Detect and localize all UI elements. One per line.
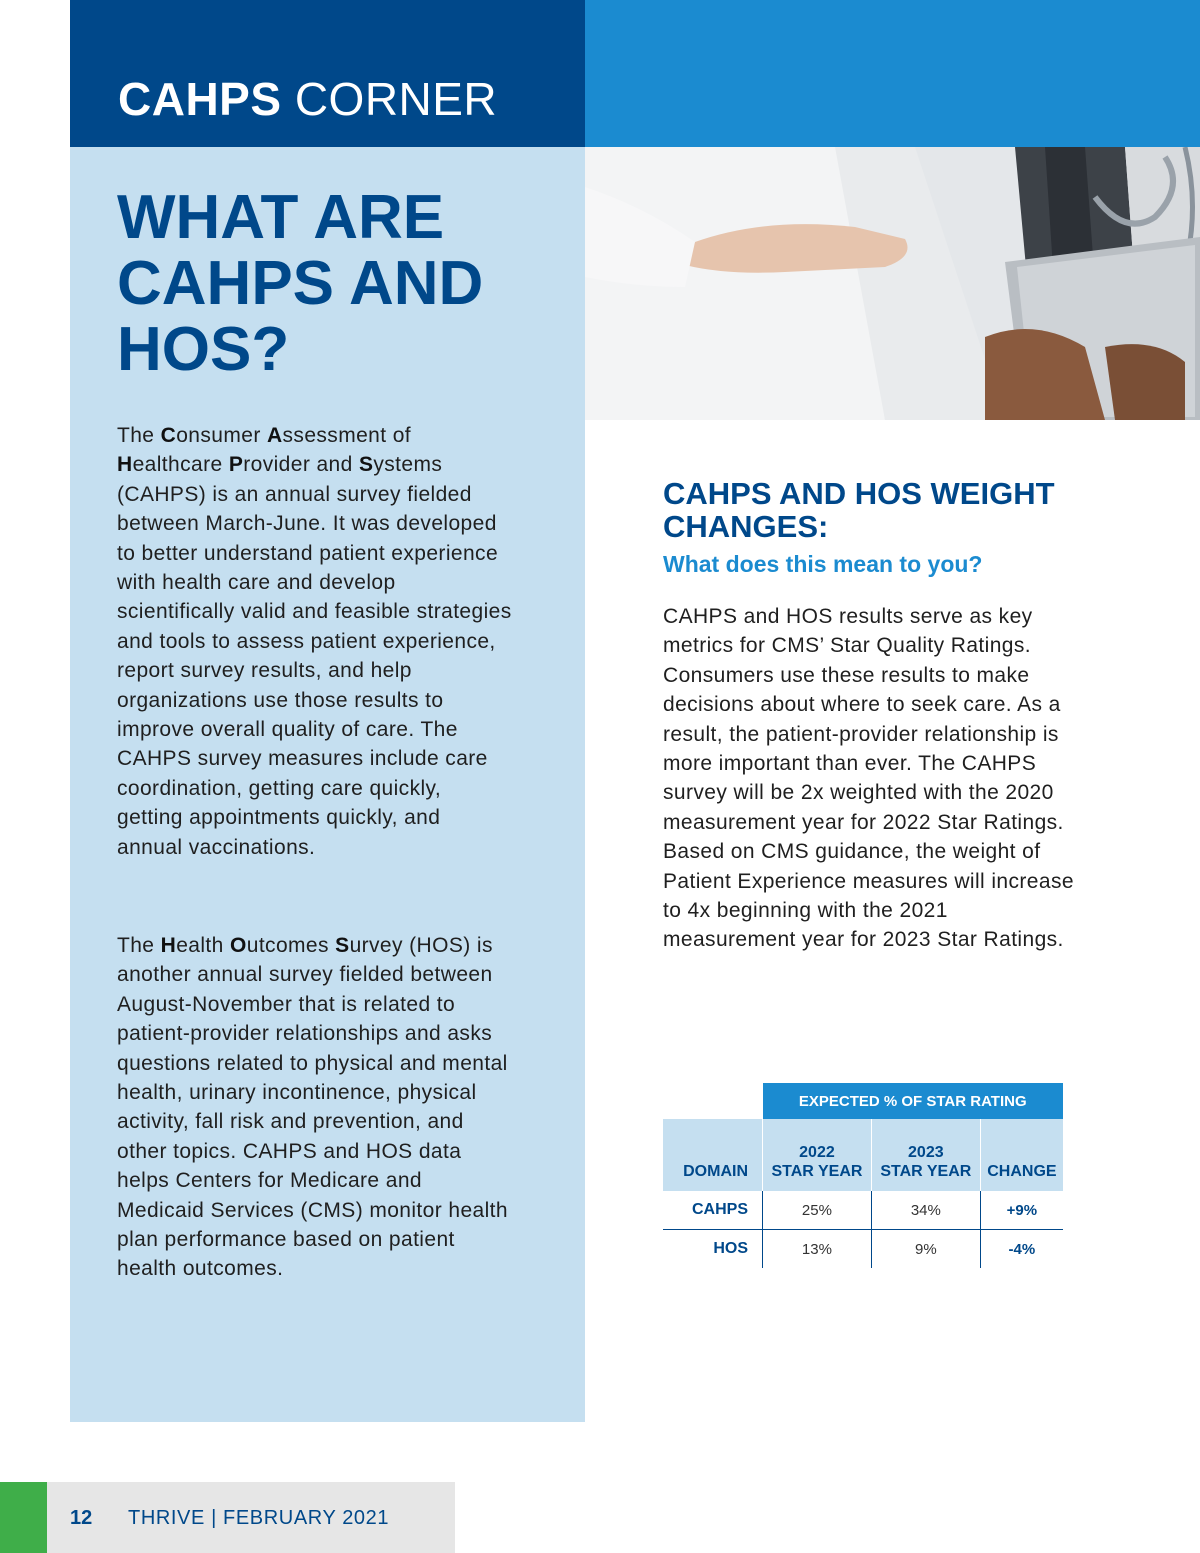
row-value-2023: 9%	[871, 1230, 980, 1269]
table-row	[663, 1230, 1063, 1269]
footer-accent	[0, 1482, 47, 1553]
header-band	[585, 0, 1200, 147]
left-sidebar-panel	[70, 147, 585, 1422]
column-header-change: CHANGE	[980, 1119, 1063, 1191]
page-number: 12	[70, 1507, 93, 1529]
column-header-domain: DOMAIN	[663, 1119, 763, 1191]
table-group-header: EXPECTED % OF STAR RATING	[763, 1083, 1064, 1119]
weight-changes-body: CAHPS and HOS results serve as key metrics for CMS’ Star Quality Ratings. Consumers use these results to make decisions about where to seek care. As a result, the patient-provider relationship is more important than ever. The CAHPS survey will be 2x weighted with the 2020 measurement year for 2022 Star Ratings. Based on CMS guidance, the weight of Patient Experience measures will increase to 4x beginning with the 2021 measurement year for 2023 Star Ratings.	[663, 605, 1074, 952]
page-title: WHAT ARE CAHPS AND HOS?	[117, 183, 484, 384]
section-title	[118, 72, 497, 126]
doctor-tablet-photo	[585, 147, 1200, 420]
table-empty-corner	[663, 1083, 763, 1119]
section-title-bold: CAHPS	[118, 73, 282, 125]
row-domain: CAHPS	[663, 1191, 763, 1230]
row-change: +9%	[980, 1191, 1063, 1230]
column-header-2023: 2023 STAR YEAR	[871, 1119, 980, 1191]
photo-illustration	[585, 147, 1200, 420]
row-value-2022: 25%	[763, 1191, 872, 1230]
star-rating-table	[663, 1083, 1063, 1268]
row-value-2022: 13%	[763, 1230, 872, 1269]
row-change: -4%	[980, 1230, 1063, 1269]
hos-paragraph: The Health Outcomes Survey (HOS) is another annual survey fielded between August-November that is related to patient-provider relationships and asks questions related to physical and mental health, urinary incontinence, physical activity, fall risk and prevention, and other topics. CAHPS and HOS data helps Centers for Medicare and Medicaid Services (CMS) monitor health plan performance based on patient health outcomes.	[117, 934, 508, 1281]
row-domain: HOS	[713, 1240, 748, 1257]
table-row	[663, 1191, 1063, 1230]
section-title-light: CORNER	[294, 73, 498, 125]
column-header-2022: 2022 STAR YEAR	[763, 1119, 872, 1191]
right-column	[663, 477, 1083, 955]
publication-info: THRIVE | FEBRUARY 2021	[128, 1507, 390, 1529]
cahps-paragraph: The Consumer Assessment of Healthcare Provider and Systems (CAHPS) is an annual survey fielded between March-June. It was developed to better understand patient experience with health care and develop scientifically valid and feasible strategies and tools to assess patient experience, report survey results, and help organizations use those results to improve overall quality of care. The CAHPS survey measures include care coordination, getting care quickly, getting appointments quickly, and annual vaccinations.	[117, 424, 512, 859]
weight-changes-subheading: What does this mean to you?	[663, 551, 983, 577]
section-header	[70, 0, 585, 147]
weight-changes-heading: CAHPS AND HOS WEIGHT CHANGES:	[663, 476, 1055, 544]
row-value-2023: 34%	[871, 1191, 980, 1230]
